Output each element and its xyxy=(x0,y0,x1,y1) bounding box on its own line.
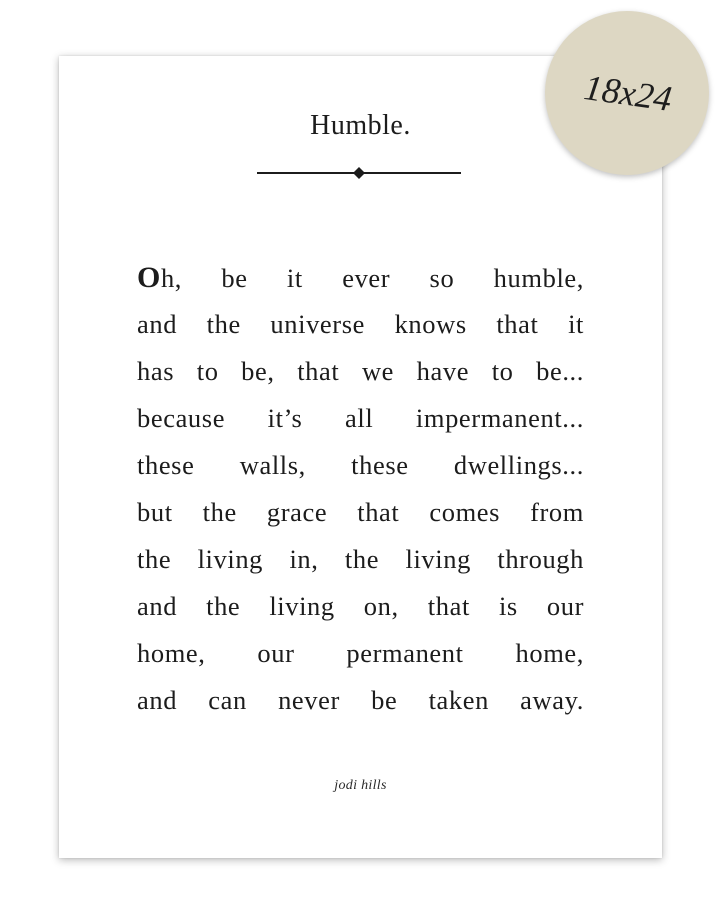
poem-line: has to be, that we have to be... xyxy=(137,356,584,386)
size-badge xyxy=(545,11,709,175)
poem-line: and can never be taken away. xyxy=(137,685,584,715)
author-signature: jodi hills xyxy=(334,778,387,793)
poem-line-text: h, be it ever so humble, xyxy=(160,263,584,293)
poem-line: the living in, the living through xyxy=(137,544,584,574)
drop-letter: O xyxy=(137,261,161,294)
poem-body xyxy=(137,254,584,724)
poem-line: and the universe knows that it xyxy=(137,309,584,339)
poem-print xyxy=(59,56,662,858)
divider-diamond-icon xyxy=(257,166,461,180)
size-badge-label: 18x24 xyxy=(581,67,675,119)
poem-line: and the living on, that is our xyxy=(137,591,584,621)
ornamental-divider xyxy=(257,166,461,180)
poem-line: these walls, these dwellings... xyxy=(137,450,584,480)
poem-line: but the grace that comes from xyxy=(137,497,584,527)
print-title: Humble. xyxy=(310,110,411,141)
poem-line xyxy=(137,254,584,301)
poem-line: home, our permanent home, xyxy=(137,638,584,668)
poem-line: because it’s all impermanent... xyxy=(137,403,584,433)
